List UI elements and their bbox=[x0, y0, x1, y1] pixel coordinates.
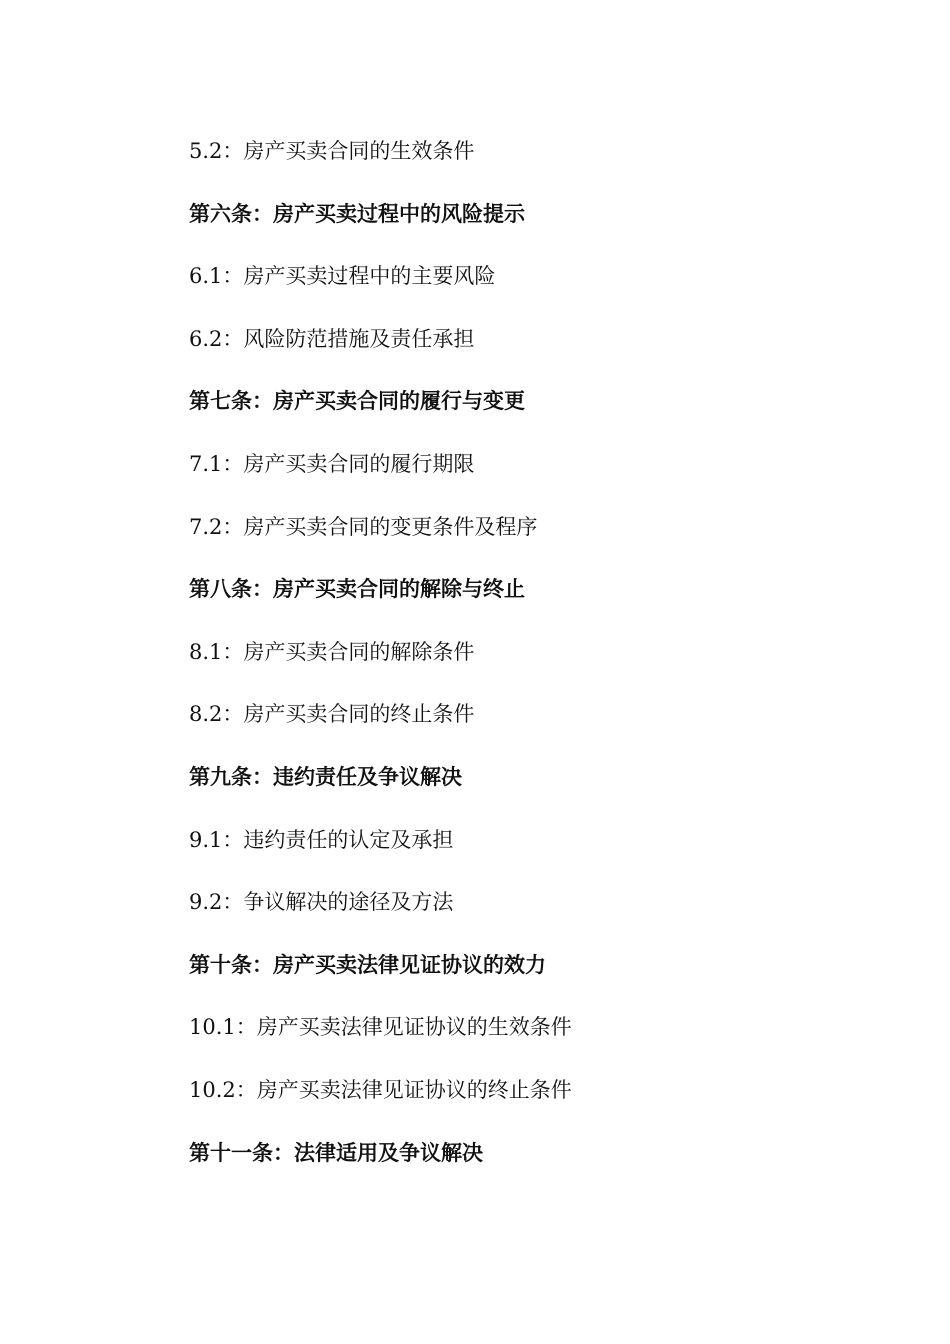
clause-item-8-2: 8.2：房产买卖合同的终止条件 bbox=[189, 702, 475, 727]
clause-item-7-2: 7.2：房产买卖合同的变更条件及程序 bbox=[189, 514, 538, 539]
document-body bbox=[189, 133, 889, 1197]
clause-item-6-1: 6.1：房产买卖过程中的主要风险 bbox=[189, 264, 496, 289]
article-heading-6: 第六条：房产买卖过程中的风险提示 bbox=[189, 201, 525, 226]
clause-item-10-1: 10.1：房产买卖法律见证协议的生效条件 bbox=[189, 1015, 572, 1040]
article-heading-10: 第十条：房产买卖法律见证协议的效力 bbox=[189, 952, 546, 977]
clause-item-7-1: 7.1：房产买卖合同的履行期限 bbox=[189, 451, 475, 476]
clause-item-9-1: 9.1：违约责任的认定及承担 bbox=[189, 827, 454, 852]
article-heading-8: 第八条：房产买卖合同的解除与终止 bbox=[189, 577, 525, 602]
clause-item-5-2: 5.2：房产买卖合同的生效条件 bbox=[189, 139, 475, 163]
clause-item-6-2: 6.2：风险防范措施及责任承担 bbox=[189, 326, 475, 351]
clause-item-8-1: 8.1：房产买卖合同的解除条件 bbox=[189, 639, 475, 664]
clause-item-10-2: 10.2：房产买卖法律见证协议的终止条件 bbox=[189, 1077, 572, 1102]
article-heading-11: 第十一条：法律适用及争议解决 bbox=[189, 1140, 483, 1165]
article-heading-9: 第九条：违约责任及争议解决 bbox=[189, 764, 462, 789]
clause-item-9-2: 9.2：争议解决的途径及方法 bbox=[189, 890, 454, 915]
article-heading-7: 第七条：房产买卖合同的履行与变更 bbox=[189, 389, 525, 414]
